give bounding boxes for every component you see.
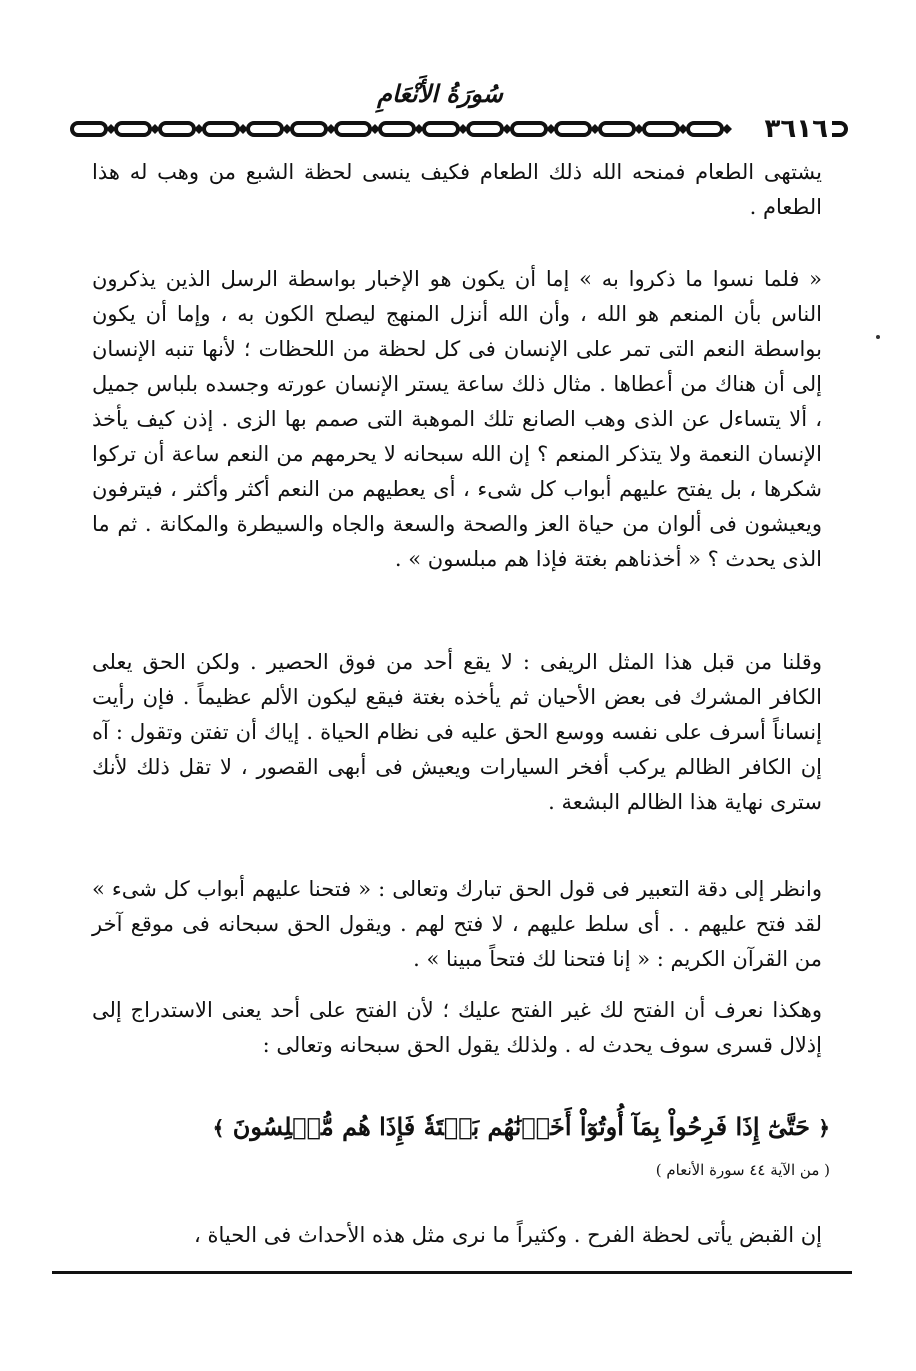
chain-diamond — [370, 124, 380, 134]
chain-link — [512, 123, 546, 135]
paragraph-5: وهكذا نعرف أن الفتح لك غير الفتح عليك ؛ لأن الفتح على أحد يعنى الاستدراج إلى إذلال قسرى سوف يحدث له . ولذلك يقول الحق سبحانه وتعالى : — [92, 998, 822, 1057]
chain-diamond — [590, 124, 600, 134]
chain-diamond — [458, 124, 468, 134]
chain-diamond — [106, 124, 116, 134]
chain-link — [248, 123, 282, 135]
chain-diamond — [634, 124, 644, 134]
paragraph-3: وقلنا من قبل هذا المثل الريفى : لا يقع أحد من فوق الحصير . ولكن الحق يعلى الكافر المشرك فى بعض الأحيان ثم يأخذه بغتة فيقع ليكون الألم عظيماً . فإن رأيت إنساناً أسرف على نفسه ووسع الحق عليه فى نظام الحياة . إياك أن تفتن وتقول : آه إن الكافر الظالم يركب أفخر السيارات ويعيش فى أبهى القصور ، لا تقل ذلك لأنك سترى نهاية هذا الظالم البشعة . — [92, 650, 822, 814]
chain-link — [600, 123, 634, 135]
chain-diamond — [546, 124, 556, 134]
chain-link — [380, 123, 414, 135]
paragraph-4: وانظر إلى دقة التعبير فى قول الحق تبارك وتعالى : « فتحنا عليهم أبواب كل شىء » لقد فتح عليهم . . أى سلط عليهم ، لا فتح لهم . ويقول الحق سبحانه فى موقع آخر من القرآن الكريم : « إنا فتحنا لك فتحاً مبينا » . — [92, 877, 822, 971]
chain-diamond — [282, 124, 292, 134]
chain-ornament — [70, 114, 850, 144]
chain-diamond — [238, 124, 248, 134]
chain-link — [72, 123, 106, 135]
chain-link — [336, 123, 370, 135]
verse-close-bracket: ﴾ — [212, 1116, 225, 1140]
chain-diamond — [502, 124, 512, 134]
margin-dot — [876, 335, 880, 339]
header-ornament-row — [70, 114, 850, 144]
surah-title: سُورَةُ الأَنْعَامِ — [377, 79, 503, 108]
chain-diamond — [194, 124, 204, 134]
chain-diamond — [414, 124, 424, 134]
chain-diamond — [722, 124, 732, 134]
chain-link — [292, 123, 326, 135]
verse-reference: ( من الآية ٤٤ سورة الأنعام ) — [655, 1161, 830, 1179]
chain-link — [160, 123, 194, 135]
paragraph-6: إن القبض يأتى لحظة الفرح . وكثيراً ما نرى مثل هذه الأحداث فى الحياة ، — [194, 1223, 822, 1247]
chain-diamond — [150, 124, 160, 134]
chain-diamond — [678, 124, 688, 134]
quran-verse — [150, 1102, 830, 1152]
chain-link — [556, 123, 590, 135]
paragraph-2: « فلما نسوا ما ذكروا به » إما أن يكون هو الإخبار بواسطة الرسل الذين يذكرون الناس بأن المنعم هو الله ، وأن الله أنزل المنهج ليصلح الكون به ، وإما أن يكون بواسطة النعم التى تمر على الإنسان فى كل لحظة من اللحظات ؛ لأنها تنبه الإنسان إلى أن هناك من أعطاها . مثال ذلك ساعة يستر الإنسان عورته وجسده بلباس جميل ، ألا يتساءل عن الذى وهب الصانع تلك الموهبة التى صمم بها الزى . إذن كيف يأخذ الإنسان النعمة ولا يتذكر المنعم ؟ إن الله سبحانه لا يحرمهم من النعم ساعة أن تركوا شكرها ، بل يفتح عليهم أبواب كل شىء ، أى يعطيهم من النعم أكثر وأكثر ، فيترفون ويعيشون فى ألوان من حياة العز والصحة والسعة والجاه والسيطرة والمكانة . ثم ما الذى يحدث ؟ « أخذناهم بغتة فإذا هم مبلسون » . — [92, 267, 822, 571]
chain-link — [468, 123, 502, 135]
verse-open-bracket: ﴿ — [818, 1116, 830, 1140]
page-number: ٣٦١٦ — [761, 114, 832, 144]
chain-link — [688, 123, 722, 135]
chain-diamond — [326, 124, 336, 134]
chain-link — [204, 123, 238, 135]
paragraph-1: يشتهى الطعام فمنحه الله ذلك الطعام فكيف ينسى لحظة الشبع من وهب له هذا الطعام . — [92, 160, 822, 219]
chain-link — [116, 123, 150, 135]
footer-rule — [52, 1271, 852, 1274]
chain-link — [644, 123, 678, 135]
chain-link — [424, 123, 458, 135]
verse-text: حَتَّىٰٓ إِذَا فَرِحُواْ بِمَآ أُوتُوٓاْ أَخَذۡنَٰهُم بَغۡتَةٗ فَإِذَا هُم مُّبۡلِسُونَ — [232, 1112, 810, 1141]
